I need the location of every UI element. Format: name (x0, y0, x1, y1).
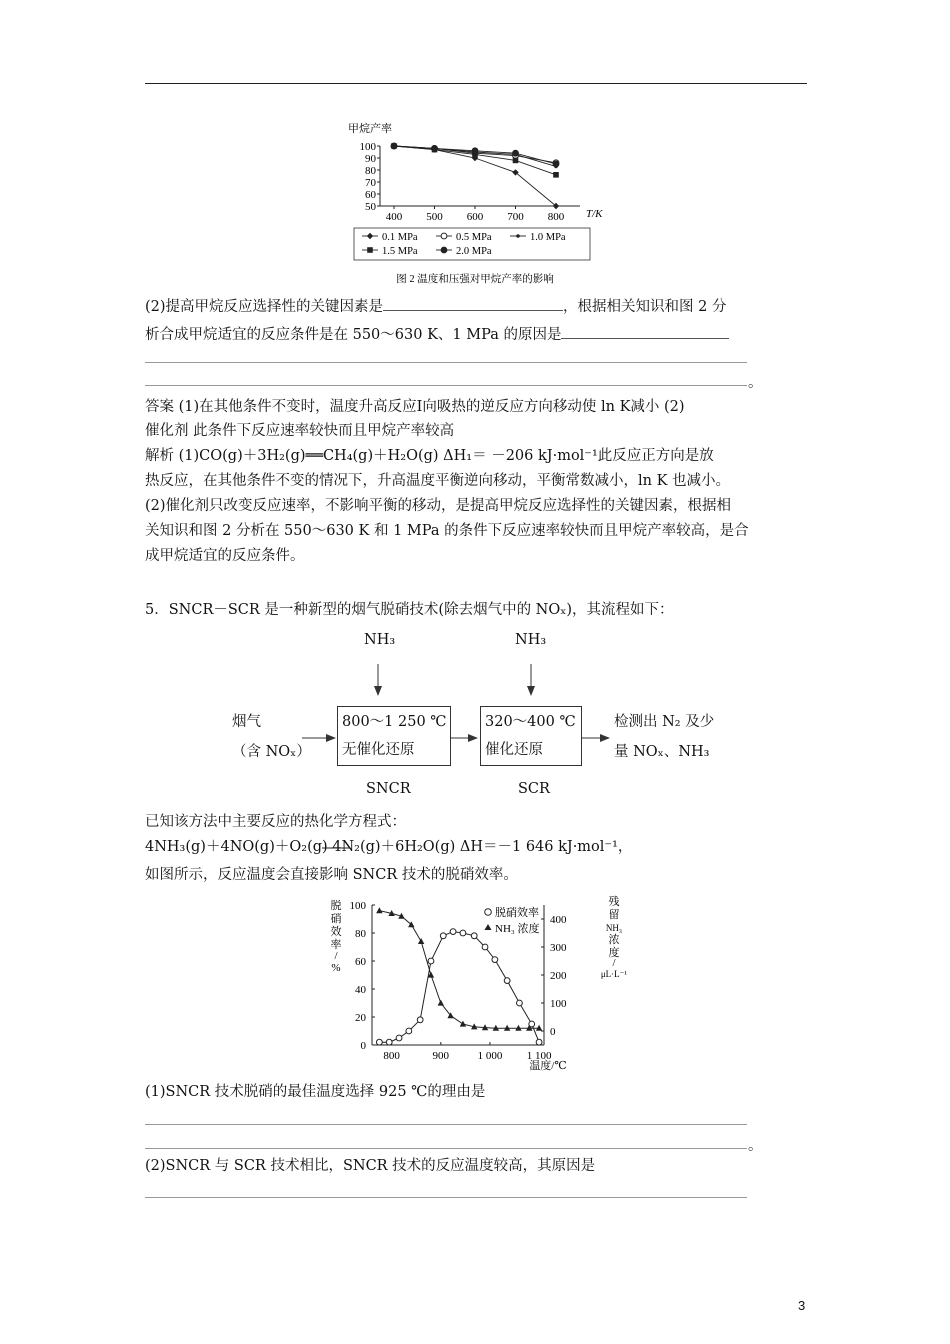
fig2-xlabel: T/K (586, 208, 603, 220)
fig3-efficiency-point (482, 944, 488, 950)
q5-sub1: (1)SNCR 技术脱硝的最佳温度选择 925 ℃的理由是 (145, 1084, 486, 1100)
flow-box-sncr (337, 706, 451, 766)
fig3-legend-triangle-icon (485, 924, 492, 930)
fig3-nh3-point (460, 1021, 466, 1027)
fig3-efficiency-point (492, 957, 498, 963)
fig3-efficiency-point (536, 1039, 542, 1045)
fig3-efficiency-point (417, 1017, 423, 1023)
analysis-line1: 解析 (1)CO(g)＋3H₂(g)══CH₄(g)＋H₂O(g) ΔH₁＝ －206 kJ·mol⁻¹此反应正方向是放 (145, 448, 714, 464)
fig3-y2tick-label: 400 (550, 914, 567, 926)
svg-text:效: 效 (330, 926, 342, 938)
fig2-xtick-label: 800 (547, 211, 565, 223)
flow-outlet-line1: 检测出 N₂ 及少 (614, 714, 715, 730)
fig2-ytick-label: 100 (359, 141, 376, 153)
fig3-ylabel-right-char: 留 (608, 909, 620, 921)
analysis-line2: 热反应，在其他条件不变的情况下，升高温度平衡逆向移动，平衡常数减小，ln K 也减小。 (145, 473, 731, 489)
q5-sub2: (2)SNCR 与 SCR 技术相比，SNCR 技术的反应温度较高，其原因是 (145, 1158, 596, 1174)
flow-arrow-right-2 (468, 734, 478, 742)
fig3-ylabel-right-char: / (612, 957, 616, 969)
fig3-ylabel-right-char: 浓 (608, 934, 620, 946)
q2-line1-text-a: (2)提高甲烷反应选择性的关键因素是 (145, 299, 384, 315)
fig3-efficiency-point (440, 933, 446, 939)
q5-sub1-end-mark: 。 (748, 1138, 763, 1154)
fig3-nh3-point (438, 1000, 444, 1006)
fig3-ylabel-right-char: 度 (608, 947, 620, 959)
analysis-line4: 关知识和图 2 分析在 550～630 K 和 1 MPa 的条件下反应速率较快而且甲烷产率较高，是合 (145, 523, 749, 539)
fig3-xtick-label: 900 (432, 1050, 450, 1062)
flow-inlet-line1: 烟气 (232, 714, 261, 730)
q5-sub2-answer-line-1[interactable] (145, 1197, 747, 1198)
answer-line2: 催化剂 此条件下反应速率较快而且甲烷产率较高 (145, 423, 455, 439)
fig3-nh3-point (376, 907, 382, 913)
fig3-efficiency-point (376, 1039, 382, 1045)
answer-line1: 答案 (1)在其他条件不变时，温度升高反应Ⅰ向吸热的逆反应方向移动使 ln K减小 (2) (145, 399, 685, 415)
fig3-nh3-point (418, 938, 424, 944)
q5-figure-intro: 如图所示，反应温度会直接影响 SNCR 技术的脱硝效率。 (145, 867, 518, 883)
fig3-ylabel-right-char: μL·L⁻¹ (600, 969, 628, 979)
flow-label-scr: SCR (518, 781, 550, 797)
fig2-legend-label: 1.5 MPa (382, 246, 418, 257)
analysis-line3: (2)催化剂只改变反应速率，不影响平衡的移动，是提高甲烷反应选择性的关键因素，根据相 (145, 498, 732, 514)
fig3-xtick-label: 1 100 (526, 1050, 552, 1062)
fig3-y2tick-label: 100 (550, 998, 567, 1010)
fig3-ylabel-right-char: 残 (608, 896, 620, 908)
svg-text:脱: 脱 (330, 900, 342, 912)
fig3-ytick-label: 100 (349, 900, 366, 912)
fig3-ytick-label: 40 (355, 984, 366, 996)
fig2-legend-label: 0.5 MPa (456, 232, 492, 243)
fig3-efficiency-point (504, 978, 510, 984)
fig3-xtick-label: 1 000 (477, 1050, 503, 1062)
fig3-legend-label-1: 脱硝效率 (495, 907, 539, 919)
fig3-legend-label-2: NH₃ 浓度 (495, 923, 540, 935)
q5-known: 已知该方法中主要反应的热化学方程式： (145, 814, 406, 830)
equation-arrow (322, 845, 352, 851)
fig2-ytick-label: 70 (365, 177, 376, 189)
flow-arrow-right-3 (600, 734, 610, 742)
fig3-y2tick-label: 0 (550, 1026, 556, 1038)
fig3-ytick-label: 20 (355, 1012, 366, 1024)
flow-arrow-down-2 (527, 686, 535, 696)
q2-line2-text: 析合成甲烷适宜的反应条件是在 550～630 K、1 MPa 的原因是 (145, 327, 562, 343)
svg-text:硝: 硝 (330, 913, 342, 925)
analysis-line5: 成甲烷适宜的反应条件。 (145, 548, 305, 564)
flow-box-sncr-temp: 800～1 250 ℃ (342, 714, 447, 730)
fig2-xtick-label: 500 (426, 211, 443, 223)
fig2-ytick-label: 50 (365, 201, 376, 213)
fig3-efficiency-point (529, 1021, 535, 1027)
q5-sub1-answer-line-2[interactable] (145, 1148, 747, 1149)
fig3-legend-circle-icon (485, 909, 492, 916)
q5-equation: 4NH₃(g)＋4NO(g)＋O₂(g) 4N₂(g)＋6H₂O(g) ΔH＝－1 646 kJ·mol⁻¹， (145, 839, 633, 855)
svg-text:率: 率 (330, 939, 342, 951)
q5-sub1-answer-line-1[interactable] (145, 1124, 747, 1125)
fig2-xtick-label: 400 (385, 211, 403, 223)
fig3-efficiency-point (517, 1000, 523, 1006)
fig3-efficiency-point (428, 958, 434, 964)
fig3-ylabel-right-char: NH₃ (605, 923, 623, 933)
fig3-efficiency-line (379, 932, 539, 1043)
flow-box-scr-desc: 催化还原 (485, 742, 543, 758)
fig3-y2tick-label: 200 (550, 970, 567, 982)
flow-label-sncr: SNCR (366, 781, 411, 797)
fig2-xtick-label: 600 (466, 211, 484, 223)
fig3-ylabel-left (331, 899, 342, 974)
q2-line1-text-b: ，根据相关知识和图 2 分 (563, 299, 727, 315)
flow-arrow-right-1 (326, 734, 336, 742)
flow-nh3-input-2: NH₃ (515, 632, 547, 648)
q5-intro: 5．SNCR－SCR 是一种新型的烟气脱硝技术(除去烟气中的 NOₓ)，其流程如下： (145, 602, 674, 618)
page-number: 3 (798, 1298, 806, 1313)
flow-inlet-line2: （含 NOₓ） (232, 744, 311, 760)
fig3-efficiency-point (386, 1039, 392, 1045)
fig3-y2tick-label: 300 (550, 942, 567, 954)
fig2-legend-label: 0.1 MPa (382, 232, 418, 243)
svg-text:%: % (331, 962, 341, 974)
fig2-caption: 图 2 温度和压强对甲烷产率的影响 (396, 274, 554, 285)
flow-arrow-down-1 (374, 686, 382, 696)
fig2-legend-label: 2.0 MPa (456, 246, 492, 257)
fig2-ytick-label: 80 (365, 165, 376, 177)
flow-outlet-line2: 量 NOₓ、NH₃ (614, 744, 710, 760)
fig3-ytick-label: 80 (355, 928, 366, 940)
fig3-ytick-label: 0 (360, 1040, 366, 1052)
fig3-efficiency-point (406, 1028, 412, 1034)
fig3-efficiency-point (471, 933, 477, 939)
fig2-ylabel: 甲烷产率 (348, 123, 392, 135)
fig2-ytick-label: 60 (365, 189, 376, 201)
fig3-ytick-label: 60 (355, 956, 366, 968)
fig2-xtick-label: 700 (507, 211, 524, 223)
fig3-xlabel: 温度/℃ (529, 1060, 567, 1072)
fig2-legend-label: 1.0 MPa (530, 232, 566, 243)
flow-nh3-input-1: NH₃ (364, 632, 396, 648)
flow-box-scr-temp: 320～400 ℃ (485, 714, 576, 730)
figure-denitration-chart (320, 893, 630, 1075)
q2-end-mark: 。 (748, 375, 763, 391)
fig2-ytick-label: 90 (365, 153, 376, 165)
fig3-xtick-label: 800 (383, 1050, 400, 1062)
flow-box-scr (480, 706, 582, 766)
fig3-efficiency-point (460, 930, 466, 936)
fig3-legend (485, 905, 540, 935)
svg-text:/: / (334, 950, 338, 962)
fig3-efficiency-point (396, 1035, 402, 1041)
fig3-efficiency-point (450, 929, 456, 935)
flow-box-sncr-desc: 无催化还原 (342, 742, 415, 758)
